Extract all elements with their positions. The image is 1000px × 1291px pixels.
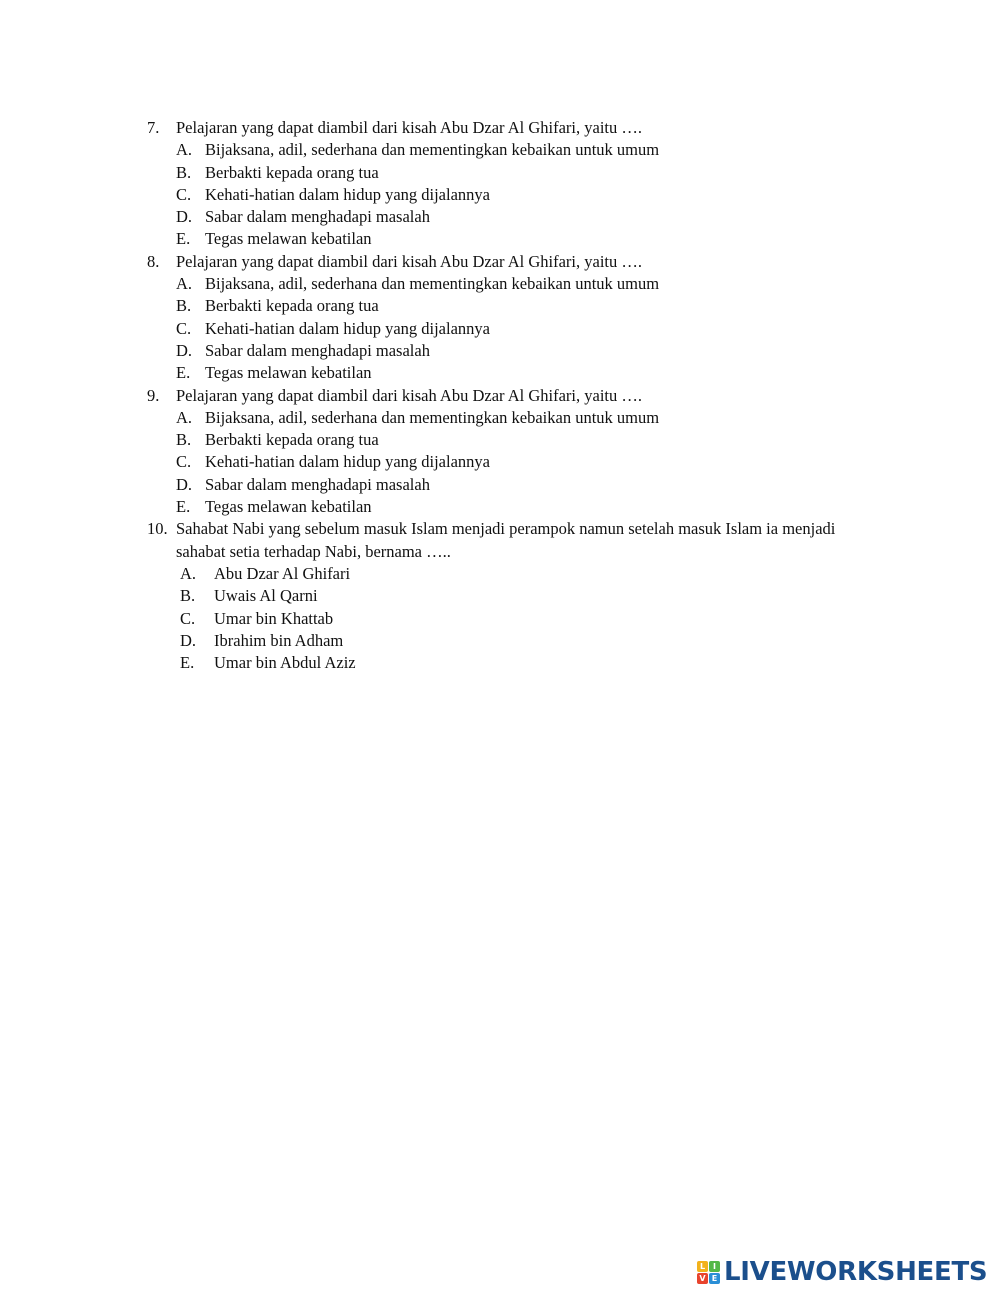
option-text: Umar bin Abdul Aziz bbox=[214, 653, 356, 673]
logo-mark-cell: E bbox=[709, 1273, 720, 1284]
question-list bbox=[147, 117, 847, 674]
option-text: Umar bin Khattab bbox=[214, 608, 334, 628]
question-9 bbox=[147, 385, 847, 519]
option-e bbox=[176, 362, 847, 384]
option-letter: A. bbox=[176, 140, 193, 160]
option-letter: A. bbox=[176, 407, 193, 427]
logo-mark-cell: L bbox=[697, 1261, 708, 1272]
option-text: Berbakti kepada orang tua bbox=[205, 296, 379, 316]
option-letter: C. bbox=[176, 318, 192, 338]
question-number: 9. bbox=[147, 385, 160, 405]
option-letter: D. bbox=[176, 207, 193, 227]
option-list bbox=[176, 139, 847, 250]
option-a bbox=[180, 563, 847, 585]
option-letter: D. bbox=[176, 340, 193, 360]
option-text: Kehati-hatian dalam hidup yang dijalannya bbox=[205, 184, 490, 204]
option-d bbox=[176, 206, 847, 228]
option-a bbox=[176, 273, 847, 295]
option-e bbox=[176, 228, 847, 250]
question-text: Sahabat Nabi yang sebelum masuk Islam menjadi perampok namun setelah masuk Islam ia menjadi sahabat setia terhadap Nabi, bernama ….. bbox=[176, 519, 836, 561]
logo-mark-icon bbox=[697, 1261, 720, 1284]
option-text: Bijaksana, adil, sederhana dan mementingkan kebaikan untuk umum bbox=[205, 274, 660, 294]
option-letter: E. bbox=[180, 653, 195, 673]
option-d bbox=[176, 340, 847, 362]
question-text: Pelajaran yang dapat diambil dari kisah Abu Dzar Al Ghifari, yaitu …. bbox=[176, 118, 642, 137]
option-text: Kehati-hatian dalam hidup yang dijalannya bbox=[205, 318, 490, 338]
question-10 bbox=[147, 518, 847, 674]
option-d bbox=[176, 474, 847, 496]
question-number: 7. bbox=[147, 118, 160, 137]
option-b bbox=[176, 162, 847, 184]
option-letter: A. bbox=[176, 274, 193, 294]
option-text: Ibrahim bin Adham bbox=[214, 630, 344, 650]
option-text: Sabar dalam menghadapi masalah bbox=[205, 207, 430, 227]
option-text: Tegas melawan kebatilan bbox=[205, 229, 372, 249]
option-b bbox=[176, 295, 847, 317]
option-b bbox=[180, 585, 847, 607]
logo-mark-cell: V bbox=[697, 1273, 708, 1284]
option-text: Sabar dalam menghadapi masalah bbox=[205, 340, 430, 360]
option-list bbox=[176, 563, 847, 674]
option-text: Kehati-hatian dalam hidup yang dijalannya bbox=[205, 452, 490, 472]
option-letter: A. bbox=[180, 563, 197, 583]
question-text: Pelajaran yang dapat diambil dari kisah Abu Dzar Al Ghifari, yaitu …. bbox=[176, 385, 642, 405]
logo-text: LIVEWORKSHEETS bbox=[724, 1257, 988, 1287]
option-letter: C. bbox=[180, 608, 196, 628]
option-text: Sabar dalam menghadapi masalah bbox=[205, 474, 430, 494]
option-list bbox=[176, 273, 847, 384]
option-text: Tegas melawan kebatilan bbox=[205, 497, 372, 517]
option-letter: B. bbox=[180, 586, 196, 606]
option-letter: C. bbox=[176, 452, 192, 472]
question-7 bbox=[147, 117, 847, 251]
option-letter: D. bbox=[180, 630, 197, 650]
option-letter: C. bbox=[176, 184, 192, 204]
option-text: Berbakti kepada orang tua bbox=[205, 162, 379, 182]
option-d bbox=[180, 630, 847, 652]
option-text: Berbakti kepada orang tua bbox=[205, 430, 379, 450]
option-letter: D. bbox=[176, 474, 193, 494]
option-c bbox=[176, 318, 847, 340]
option-c bbox=[176, 451, 847, 473]
question-8 bbox=[147, 251, 847, 385]
liveworksheets-logo bbox=[697, 1258, 987, 1286]
option-letter: B. bbox=[176, 162, 192, 182]
option-letter: B. bbox=[176, 430, 192, 450]
question-text: Pelajaran yang dapat diambil dari kisah Abu Dzar Al Ghifari, yaitu …. bbox=[176, 251, 642, 271]
option-text: Tegas melawan kebatilan bbox=[205, 363, 372, 383]
option-e bbox=[180, 652, 847, 674]
option-c bbox=[176, 184, 847, 206]
option-letter: E. bbox=[176, 363, 191, 383]
question-number: 8. bbox=[147, 251, 160, 271]
option-letter: E. bbox=[176, 497, 191, 517]
option-text: Uwais Al Qarni bbox=[214, 586, 318, 606]
option-e bbox=[176, 496, 847, 518]
option-text: Bijaksana, adil, sederhana dan mementingkan kebaikan untuk umum bbox=[205, 407, 660, 427]
question-number: 10. bbox=[147, 519, 168, 539]
option-a bbox=[176, 407, 847, 429]
option-c bbox=[180, 608, 847, 630]
option-letter: B. bbox=[176, 296, 192, 316]
option-a bbox=[176, 139, 847, 161]
option-list bbox=[176, 407, 847, 518]
option-text: Abu Dzar Al Ghifari bbox=[214, 563, 351, 583]
option-text: Bijaksana, adil, sederhana dan mementingkan kebaikan untuk umum bbox=[205, 140, 660, 160]
option-b bbox=[176, 429, 847, 451]
option-letter: E. bbox=[176, 229, 191, 249]
logo-mark-cell: I bbox=[709, 1261, 720, 1272]
